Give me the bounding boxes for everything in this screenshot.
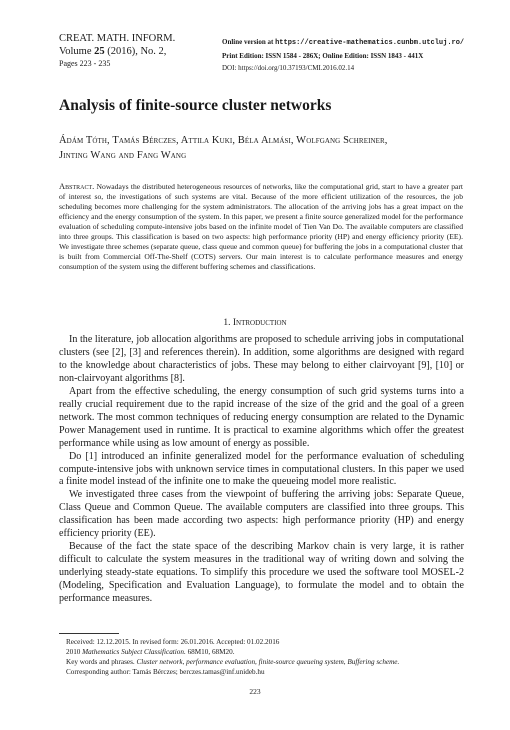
abstract-label: Abstract. xyxy=(59,181,95,191)
footnote-divider xyxy=(59,633,119,634)
abstract xyxy=(59,181,463,272)
page-number: 223 xyxy=(249,687,261,696)
paragraph: Apart from the effective scheduling, the energy consumption of such grid systems turns into a really crucial requirement due to the rapid increase of the size of the grid and the goal of a green network. The most common techniques of reducing energy consumption are related to the Dynamic Power Management used in runtime. It is practical to examine algorithms which offer the greatest performance while using as low amount of energy as possible. xyxy=(59,385,464,449)
msc-label: Mathematics Subject Classification. xyxy=(82,648,186,656)
journal-name: CREAT. MATH. INFORM. xyxy=(59,33,176,44)
msc-codes: 68M10, 68M20. xyxy=(185,648,235,656)
section-heading xyxy=(0,318,510,328)
volume-line xyxy=(59,46,219,59)
page-range: Pages 223 - 235 xyxy=(59,59,111,68)
corresponding-author: Corresponding author: Tamás Bérczes; berczes.tamas@inf.unideb.hu xyxy=(66,668,265,676)
paragraph: Because of the fact the state space of the describing Markov chain is very large, it is rather difficult to calculate the system measures in the traditional way of writing down and solving the underlying steady-state equations. To simplify this procedure we used the software tool MOSEL-2 (Modeling, Specification and Evaluation Language), to formulate the model and to obtain the performance measures. xyxy=(59,541,464,605)
volume-prefix: Volume xyxy=(59,45,95,57)
paragraph: Do [1] introduced an infinite generalized model for the performance evaluation of scheduling compute-intensive jobs with unknown service times in computational clusters. In this paper we used a finite model instead of the infinite one to make the queueing model more realistic. xyxy=(59,450,464,488)
introduction-body xyxy=(59,334,464,606)
section-number: 1. xyxy=(223,318,233,328)
issn-line: Print Edition: ISSN 1584 - 286X; Online Edition: ISSN 1843 - 441X xyxy=(222,51,424,60)
footnotes xyxy=(66,637,466,677)
publication-info xyxy=(222,36,492,75)
online-url-link[interactable]: https://creative-mathematics.cunbm.utcluj.ro/ xyxy=(275,39,465,47)
author-line-2: Jinting Wang and Fang Wang xyxy=(59,150,187,161)
volume-suffix: (2016), No. 2, xyxy=(104,45,167,57)
keywords-text: Cluster network, performance evaluation, finite-source queueing system, Buffering scheme. xyxy=(134,658,400,666)
doi-link[interactable]: DOI: https://doi.org/10.37193/CMI.2016.02.14 xyxy=(222,64,355,72)
msc-prefix: 2010 xyxy=(66,648,83,656)
section-title: Introduction xyxy=(232,318,287,328)
author-line-1: Ádám Tóth, Tamás Bérczes, Attila Kuki, Béla Almási, Wolfgang Schreiner, xyxy=(59,135,388,146)
received-dates: Received: 12.12.2015. In revised form: 26.01.2016. Accepted: 01.02.2016 xyxy=(66,638,280,646)
paragraph: In the literature, job allocation algorithms are proposed to schedule arriving jobs in computational clusters (see [2], [3] and references therein). In addition, some algorithms are designed with regard to the knowledge about characteristics of jobs. These may belong to either clairvoyant [9], [10] or non-clairvoyant algorithms [8]. xyxy=(59,334,464,384)
journal-header xyxy=(59,33,219,71)
online-version-line xyxy=(222,36,492,50)
keywords xyxy=(66,657,466,667)
keywords-label: Key words and phrases. xyxy=(66,658,135,666)
paragraph: We investigated three cases from the viewpoint of buffering the arriving jobs: Separate Queue, Class Queue and Common Queue. The available computers are classified into three groups. This classification has been made according two aspects: high performance priority (HP) and energy efficiency priority (EE). xyxy=(59,489,464,540)
online-label: Online version at xyxy=(222,38,276,46)
paper-title: Analysis of finite-source cluster networks xyxy=(59,97,332,114)
author-list xyxy=(59,133,459,163)
abstract-text: Nowadays the distributed heterogeneous resources of networks, like the computational grid, start to have a greater part of interest so, the investigations of such systems are vital. Because of the more efficient utilization of the resources, the job scheduling becomes more challenging for the system administrators. The allocation of the arriving jobs has a great impact on the efficiency and the energy consumption of the system. In this paper, we present a finite source generalized model for the performance evaluation of scheduling compute-intensive jobs based on the infinite model of Tien Van Do. The available computers are classified into three groups. This classification is based on two aspects: high performance priority (HP) and energy efficiency priority (EE). We investigate three schemes (separate queue, class queue and common queue) for buffering the jobs in a computational cluster that is built from Commercial Off-The-Shelf (COTS) servers. Our main interest is to calculate performance measures and energy consumption of the system using the different buffering schemes and classifications. xyxy=(59,182,463,272)
msc-classification xyxy=(66,647,466,657)
volume-number: 25 xyxy=(94,45,105,57)
